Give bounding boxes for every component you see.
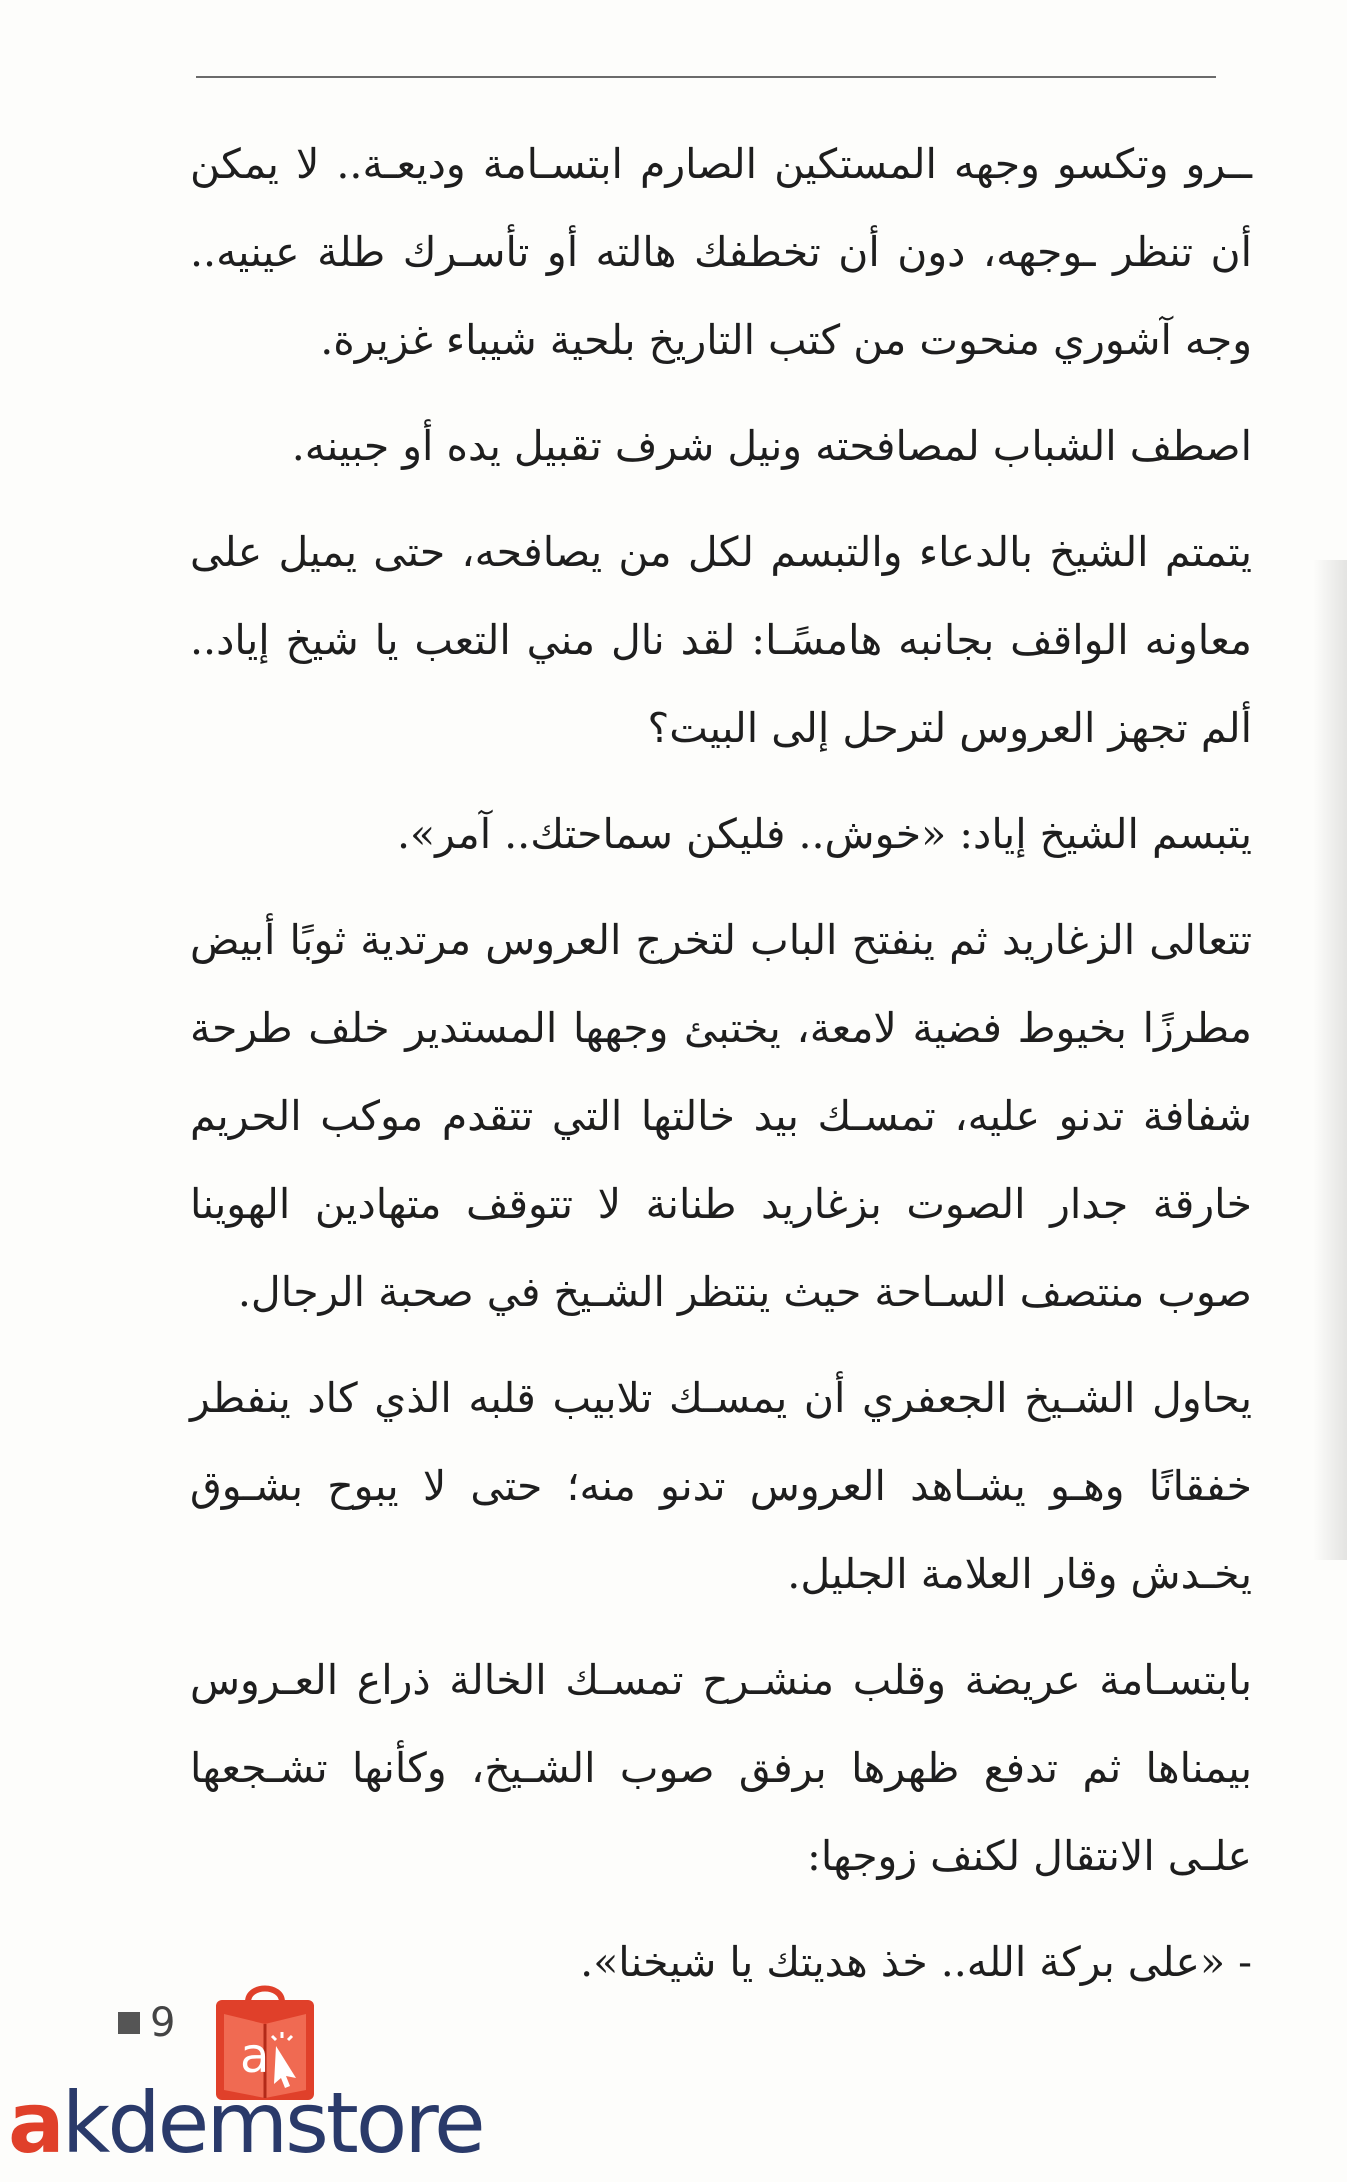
watermark-wordmark	[8, 2068, 483, 2178]
body-text	[190, 120, 1252, 2024]
paragraph-5: تتعالى الزغاريد ثم ينفتح الباب لتخرج العروس مرتدية ثوبًا أبيض مطرزًا بخيوط فضية لامعة، يختبئ وجهها المستدير خلف طرحة شفافة تدنو عليه، تمسـك بيد خالتها التي تتقدم موكب الحريم خارقة جدار الصوت بزغاريد طنانة لا تتوقف متهادين الهوينا صوب منتصف السـاحة حيث ينتظر الشـيخ في صحبة الرجال.	[190, 916, 1252, 1316]
paragraph-2: اصطف الشباب لمصافحته ونيل شرف تقبيل يده أو جبينه.	[291, 422, 1252, 470]
paragraph-1: ــرو وتكسو وجهه المستكين الصارم ابتسـامة وديعـة.. لا يمكن أن تنظر ـوجهه، دون أن تخطفك هالته أو تأسـرك طلة عينيه.. وجه آشوري منحوت من كتب التاريخ بلحية شيباء غزيرة.	[190, 140, 1252, 364]
page-number	[118, 2000, 175, 2046]
page-number-square	[118, 2012, 140, 2034]
header-rule	[196, 76, 1216, 78]
paragraph-3: يتمتم الشيخ بالدعاء والتبسم لكل من يصافحه، حتى يميل على معاونه الواقف بجانبه هامسًـا: لقد نال مني التعب يا شيخ إياد.. ألم تجهز العروس لترحل إلى البيت؟	[190, 528, 1252, 752]
logo-letter: a	[240, 2028, 270, 2084]
paragraph-8: - «على بركة الله.. خذ هديتك يا شيخنا».	[580, 1938, 1252, 1986]
paragraph-4: يتبسم الشيخ إياد: «خوش.. فليكن سماحتك.. آمر».	[397, 810, 1252, 858]
wordmark-accent: a	[8, 2074, 62, 2172]
paragraph-6: يحاول الشـيخ الجعفري أن يمسـك تلابيب قلبه الذي كاد ينفطر خفقانًا وهـو يشـاهد العروس تدنو منه؛ حتى لا يبوح بشـوق يخـدش وقار العلامة الجليل.	[190, 1374, 1252, 1598]
page-edge-shadow	[1313, 560, 1347, 1560]
page-number-value: 9	[150, 2000, 176, 2046]
paragraph-7: بابتسـامة عريضة وقلب منشـرح تمسـك الخالة ذراع العـروس بيمناها ثم تدفع ظهرها برفق صوب الشـيخ، وكأنها تشـجعها علـى الانتقال لكنف زوجها:	[190, 1656, 1252, 1880]
wordmark-rest: kdemstore	[61, 2074, 483, 2172]
